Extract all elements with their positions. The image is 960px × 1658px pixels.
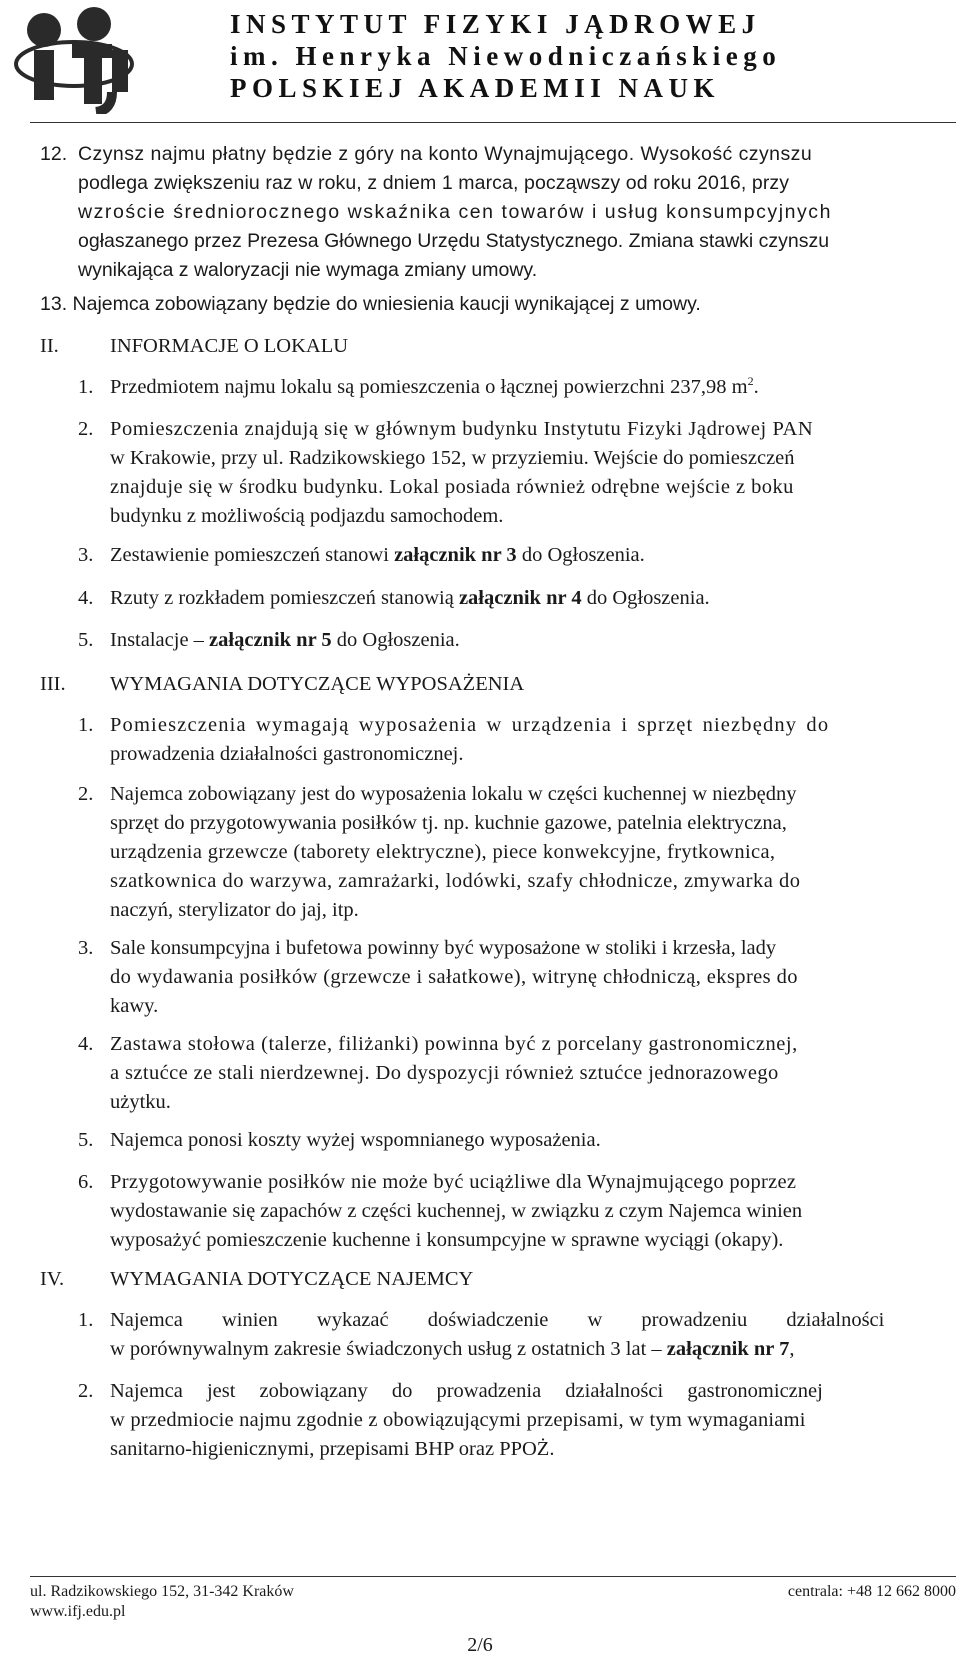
attachment-reference: załącznik nr 3 [394, 544, 517, 566]
text-line [110, 1335, 910, 1364]
superscript: 2 [747, 374, 754, 389]
item-number: 1. [78, 376, 94, 398]
item-number: 2. [78, 1380, 94, 1402]
text-part: Instalacje – [110, 629, 210, 651]
item-number: 2. [78, 418, 94, 440]
text-line: urządzenia grzewcze (taborety elektryczne), piece konwekcyjne, frytkownica, [110, 841, 776, 863]
item-number: 2. [78, 783, 94, 805]
item-number: 4. [78, 587, 94, 609]
item-text [110, 1030, 910, 1117]
document-header [0, 0, 960, 122]
text-line: Pomieszczenia wymagają wyposażenia w urządzenia i sprzęt niezbędny do [110, 714, 830, 736]
item-13-text: 13. Najemca zobowiązany będzie do wniesienia kaucji wynikającej z umowy. [40, 293, 701, 315]
text-line: prowadzenia działalności gastronomicznej. [110, 743, 464, 765]
item-number: 5. [78, 1129, 94, 1151]
text-line: ogłaszanego przez Prezesa Głównego Urzędu Statystycznego. Zmiana stawki czynszu [78, 230, 830, 252]
section-number: II. [40, 335, 59, 357]
text-part: do Ogłoszenia. [516, 544, 645, 566]
text-line: Sale konsumpcyjna i bufetowa powinny być wyposażone w stoliki i krzesła, lady [110, 937, 777, 959]
attachment-reference: załącznik nr 4 [458, 587, 582, 609]
section-number: IV. [40, 1268, 65, 1290]
text-line: podlega zwiększeniu raz w roku, z dniem 1 marca, począwszy od roku 2016, przy [78, 172, 790, 194]
text-line: kawy. [110, 995, 159, 1017]
section-title: INFORMACJE O LOKALU [110, 335, 349, 357]
text-part: w porównywalnym zakresie świadczonych usług z ostatnich 3 lat – [110, 1338, 667, 1360]
item-text [78, 140, 906, 285]
item-text [110, 541, 645, 570]
text-line: w przedmiocie najmu zgodnie z obowiązującymi przepisami, w tym wymaganiami [110, 1409, 806, 1431]
text-line: szatkownica do warzywa, zamrażarki, lodówki, szafy chłodnicze, zmywarka do [110, 870, 801, 892]
item-number: 1. [78, 714, 94, 736]
attachment-reference: załącznik nr 5 [209, 629, 332, 651]
text-line: Najemca jest zobowiązany do prowadzenia działalności gastronomicznej [110, 1380, 823, 1402]
section-number: III. [40, 673, 66, 695]
text-line: Najemca winien wykazać doświadczenie w prowadzeniu działalności [110, 1309, 885, 1331]
item-number: 4. [78, 1033, 94, 1055]
text-line: sanitarno-higienicznymi, przepisami BHP oraz PPOŻ. [110, 1438, 555, 1460]
item-text [110, 626, 460, 655]
item-text [110, 711, 910, 769]
text-part: Przedmiotem najmu lokalu są pomieszczenia o łącznej powierzchni 237,98 m [110, 376, 748, 398]
section-title: WYMAGANIA DOTYCZĄCE NAJEMCY [110, 1268, 474, 1290]
text-line: Najemca zobowiązany jest do wyposażenia lokalu w części kuchennej w niezbędny [110, 783, 797, 805]
item-number: 5. [78, 629, 94, 651]
attachment-reference: załącznik nr 7 [666, 1338, 790, 1360]
section-title: WYMAGANIA DOTYCZĄCE WYPOSAŻENIA [110, 673, 525, 695]
text-line: sprzęt do przygotowywania posiłków tj. np. kuchnie gazowe, patelnia elektryczna, [110, 812, 787, 834]
institute-name [230, 8, 950, 104]
page-number: 2/6 [467, 1634, 493, 1656]
institute-line-1: INSTYTUT FIZYKI JĄDROWEJ [230, 9, 761, 39]
item-text: Najemca ponosi koszty wyżej wspomnianego wyposażenia. [110, 1129, 601, 1151]
text-line: znajduje się w środku budynku. Lokal posiada również odrębne wejście z boku [110, 476, 794, 498]
item-number: 3. [78, 544, 94, 566]
text-line: wzroście średniorocznego wskaźnika cen towarów i usług konsumpcyjnych [78, 201, 832, 223]
text-line: Pomieszczenia znajdują się w głównym budynku Instytutu Fizyki Jądrowej PAN [110, 418, 814, 440]
text-part: . [753, 376, 759, 398]
item-text [110, 1377, 910, 1464]
text-line: w Krakowie, przy ul. Radzikowskiego 152, w przyziemiu. Wejście do pomieszczeń [110, 447, 795, 469]
footer-website[interactable]: www.ifj.edu.pl [30, 1603, 126, 1620]
text-line: wyposażyć pomieszczenie kuchenne i konsumpcyjne w sprawne wyciągi (okapy). [110, 1229, 784, 1251]
item-text [110, 780, 910, 925]
item-text [110, 1306, 910, 1364]
text-part: do Ogłoszenia. [581, 587, 710, 609]
institute-line-2: im. Henryka Niewodniczańskiego [230, 41, 782, 71]
text-line: do wydawania posiłków (grzewcze i sałatkowe), witrynę chłodniczą, ekspres do [110, 966, 798, 988]
item-text [110, 584, 710, 613]
institute-line-3: POLSKIEJ AKADEMII NAUK [230, 73, 721, 103]
text-part: Rzuty z rozkładem pomieszczeń stanowią [110, 587, 459, 609]
text-line: budynku z możliwością podjazdu samochodem. [110, 505, 504, 527]
item-number: 3. [78, 937, 94, 959]
item-text [110, 934, 910, 1021]
footer-address: ul. Radzikowskiego 152, 31-342 Kraków [30, 1583, 294, 1600]
item-text [110, 1168, 910, 1255]
text-part: , [789, 1338, 795, 1360]
text-line: Czynsz najmu płatny będzie z góry na konto Wynajmującego. Wysokość czynszu [78, 143, 813, 165]
header-divider [30, 122, 956, 123]
text-line: Zastawa stołowa (talerze, filiżanki) powinna być z porcelany gastronomicznej, [110, 1033, 798, 1055]
item-number: 1. [78, 1309, 94, 1331]
footer-divider [30, 1576, 956, 1577]
text-part: Zestawienie pomieszczeń stanowi [110, 544, 395, 566]
item-text [110, 415, 910, 531]
text-line: Przygotowywanie posiłków nie może być uciążliwe dla Wynajmującego poprzez [110, 1171, 797, 1193]
ifj-logo [14, 4, 134, 114]
footer-phone: centrala: +48 12 662 8000 [787, 1583, 956, 1600]
item-text [110, 373, 759, 402]
text-line: wynikająca z waloryzacji nie wymaga zmiany umowy. [78, 259, 538, 281]
item-number: 12. [40, 143, 68, 165]
text-line: wydostawanie się zapachów z części kuchennej, w związku z czym Najemca winien [110, 1200, 803, 1222]
item-number: 6. [78, 1171, 94, 1193]
text-line: a sztućce ze stali nierdzewnej. Do dyspozycji również sztućce jednorazowego [110, 1062, 779, 1084]
text-line: naczyń, sterylizator do jaj, itp. [110, 899, 359, 921]
text-line: użytku. [110, 1091, 171, 1113]
text-part: do Ogłoszenia. [331, 629, 460, 651]
